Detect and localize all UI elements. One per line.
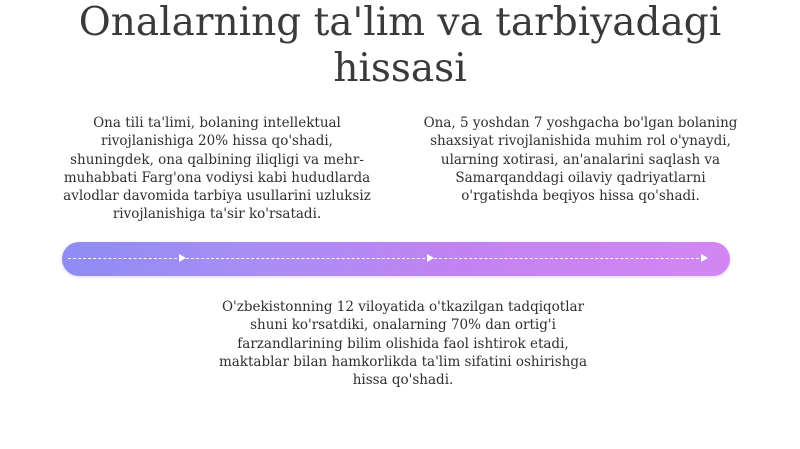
text-block-left: Ona tili ta'limi, bolaning intellektual rivojlanishiga 20% hissa qo'shadi, shuningdek, ona qalbining iliqligi va mehr-muhabbati Farg'ona vodiysi kabi hududlarda avlodlar davomida tarbiya usullarini uzluksiz rivojlanishiga ta'sir ko'rsatadi. — [63, 115, 371, 223]
text-block-bottom: O'zbekistonning 12 viloyatida o'tkazilgan tadqiqotlar shuni ko'rsatdiki, onalarning 70% dan ortig'i farzandlarining bilim olishida faol ishtirok etadi, maktablar bilan hamkorlikda ta'lim sifatini oshirishga hissa qo'shadi. — [218, 299, 588, 389]
timeline-bar — [62, 242, 730, 276]
timeline-dashed-line — [434, 258, 704, 259]
arrow-right-icon — [179, 254, 186, 262]
arrow-right-icon — [427, 254, 434, 262]
arrow-right-icon — [701, 254, 708, 262]
timeline-dashed-line — [68, 258, 182, 259]
text-block-right: Ona, 5 yoshdan 7 yoshgacha bo'lgan bolaning shaxsiyat rivojlanishida muhim rol o'ynaydi, ularning xotirasi, an'analarini saqlash va Samarqanddagi oilaviy qadriyatlarni o'rgatishda beqiyos hissa qo'shadi. — [423, 115, 738, 205]
timeline-dashed-line — [186, 258, 430, 259]
slide-title: Onalarning ta'lim va tarbiyadagi hissasi — [78, 0, 722, 91]
